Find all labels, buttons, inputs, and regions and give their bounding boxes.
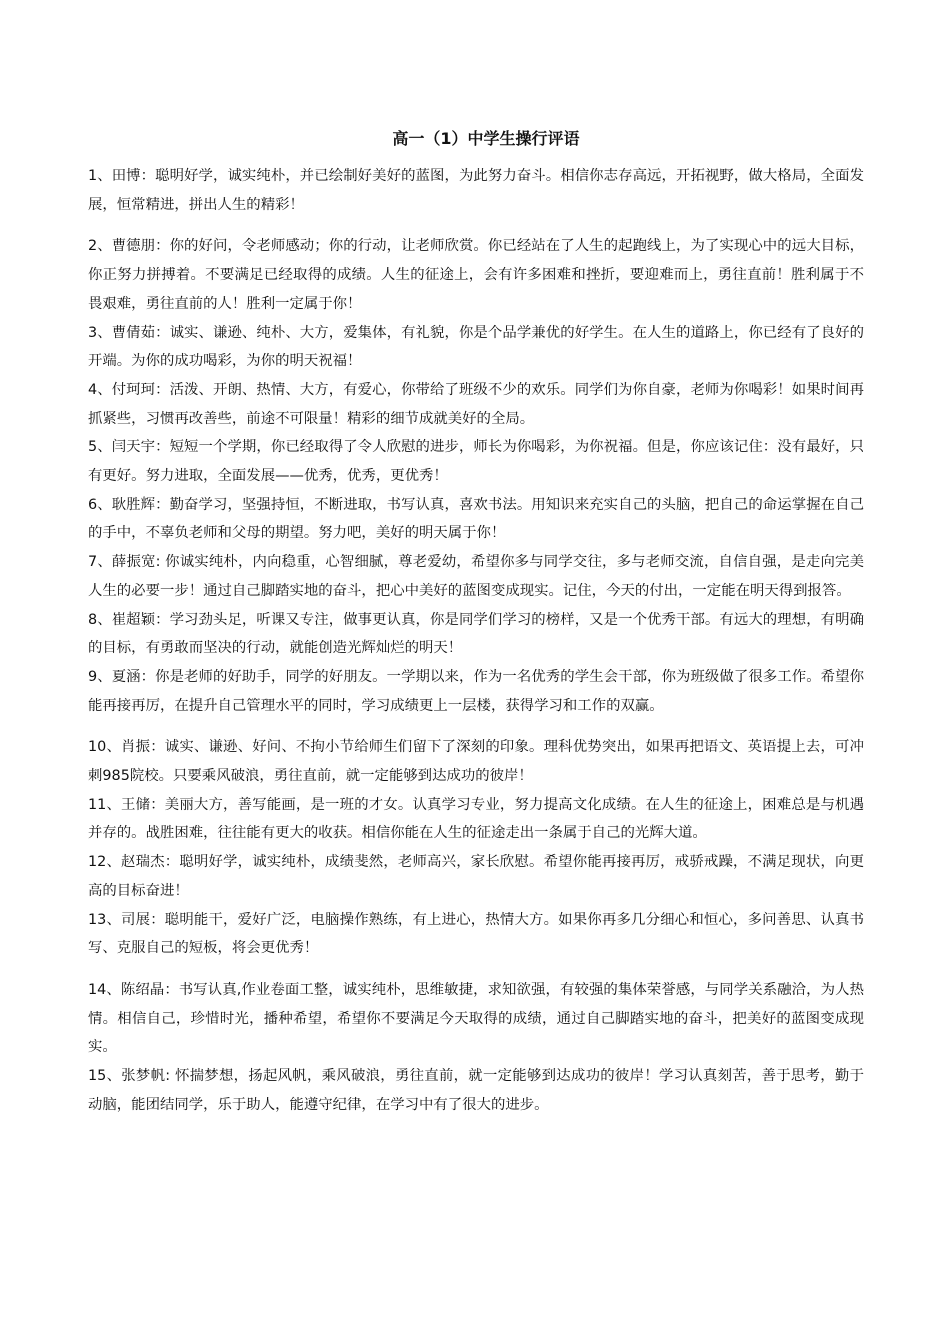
comment-entry-3: 3、曹倩茹：诚实、谦逊、纯朴、大方，爱集体，有礼貌，你是个品学兼优的好学生。在人生的道路上，你已经有了良好的开端。为你的成功喝彩，为你的明天祝福！ [88,324,864,370]
comment-entry-2: 2、曹德朋：你的好问，令老师感动；你的行动，让老师欣赏。你已经站在了人生的起跑线上，为了实现心中的远大目标，你正努力拼搏着。不要满足已经取得的成绩。人生的征途上，会有许多困难和挫折，要迎难而上，勇往直前！胜利属于不畏艰难，勇往直前的人！胜利一定属于你！ [88,238,864,312]
comment-entry-9: 9、夏涵：你是老师的好助手，同学的好朋友。一学期以来，作为一名优秀的学生会干部，你为班级做了很多工作。希望你能再接再厉，在提升自己管理水平的同时，学习成绩更上一层楼，获得学习和工作的双赢。 [88,668,864,714]
comment-entry-1: 1、田博：聪明好学，诚实纯朴，并已绘制好美好的蓝图，为此努力奋斗。相信你志存高远，开拓视野，做大格局，全面发展，恒常精进，拼出人生的精彩！ [88,168,864,213]
comment-entry-12: 12、赵瑞杰：聪明好学，诚实纯朴，成绩斐然，老师高兴，家长欣慰。希望你能再接再厉，戒骄戒躁，不满足现状，向更高的目标奋进！ [88,854,864,899]
comment-entry-14: 14、陈绍晶：书写认真,作业卷面工整，诚实纯朴，思维敏捷，求知欲强，有较强的集体荣誉感，与同学关系融洽，为人热情。相信自己，珍惜时光，播种希望，希望你不要满足今天取得的成绩，通过自己脚踏实地的奋斗，把美好的蓝图变成现实。 [88,981,864,1056]
comment-entry-13: 13、司展：聪明能干，爱好广泛，电脑操作熟练，有上进心，热情大方。如果你再多几分细心和恒心，多问善思、认真书写、克服自己的短板，将会更优秀！ [88,911,864,957]
comment-entry-15: 15、张梦帆: 怀揣梦想，扬起风帆，乘风破浪，勇往直前，就一定能够到达成功的彼岸！学习认真刻苦，善于思考，勤于动脑，能团结同学，乐于助人，能遵守纪律，在学习中有了很大的进步。 [88,1068,864,1113]
comment-entry-5: 5、闫天宇：短短一个学期，你已经取得了令人欣慰的进步，师长为你喝彩，为你祝福。但是，你应该记住：没有最好，只有更好。努力进取，全面发展——优秀，优秀，更优秀！ [88,439,864,485]
comment-entry-7: 7、薛振宽: 你诚实纯朴，内向稳重，心智细腻，尊老爱幼，希望你多与同学交往，多与老师交流，自信自强，是走向完美人生的必要一步！通过自己脚踏实地的奋斗，把心中美好的蓝图变成现实。记住，今天的付出，一定能在明天得到报答。 [88,554,864,599]
comment-entry-10: 10、肖振：诚实、谦逊、好问、不拘小节给师生们留下了深刻的印象。理科优势突出，如果再把语文、英语提上去，可冲刺985院校。只要乘风破浪，勇往直前，就一定能够到达成功的彼岸！ [88,739,864,785]
comment-entry-8: 8、崔超颖：学习劲头足，听课又专注，做事更认真，你是同学们学习的榜样，又是一个优秀干部。有远大的理想，有明确的目标，有勇敢而坚决的行动，就能创造光辉灿烂的明天！ [88,611,864,657]
document-page [88,128,864,1120]
comment-entry-11: 11、王储：美丽大方，善写能画，是一班的才女。认真学习专业，努力提高文化成绩。在人生的征途上，困难总是与机遇并存的。战胜困难，往往能有更大的收获。相信你能在人生的征途走出一条属于自己的光辉大道。 [88,796,864,842]
document-title: 高一（1）中学生操行评语 [392,129,580,148]
comment-entry-6: 6、耿胜辉：勤奋学习，坚强持恒，不断进取，书写认真，喜欢书法。用知识来充实自己的头脑，把自己的命运掌握在自己的手中，不辜负老师和父母的期望。努力吧，美好的明天属于你！ [88,496,864,542]
comment-entry-4: 4、付珂珂：活泼、开朗、热情、大方，有爱心，你带给了班级不少的欢乐。同学们为你自豪，老师为你喝彩！如果时间再抓紧些，习惯再改善些，前途不可限量！精彩的细节成就美好的全局。 [88,381,864,427]
